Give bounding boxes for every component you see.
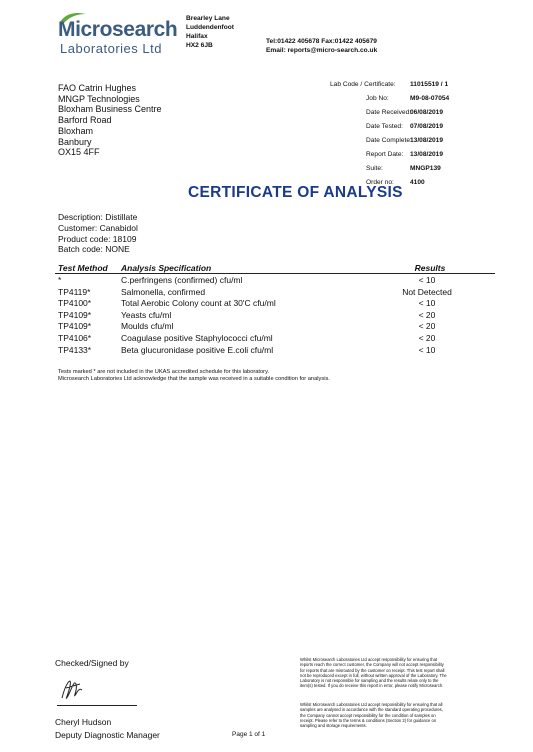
table-row bbox=[55, 274, 495, 286]
lab-contact bbox=[266, 37, 377, 55]
disclaimer-reports bbox=[300, 657, 498, 689]
product-code-line: Product code: 18109 bbox=[58, 233, 137, 244]
analysis-spec: Beta glucuronidase positive E.coli cfu/ml bbox=[121, 344, 274, 355]
client-line: FAO Catrin Hughes bbox=[58, 83, 137, 93]
meta-label: Suite: bbox=[366, 165, 383, 172]
ukas-note: Tests marked * are not included in the UKAS accredited schedule for this laboratory. bbox=[58, 369, 270, 375]
test-method: TP4100* bbox=[58, 298, 92, 309]
table-row bbox=[55, 286, 495, 298]
meta-value: 4100 bbox=[410, 179, 425, 186]
client-address bbox=[58, 83, 162, 158]
header-results: Results bbox=[414, 263, 446, 273]
client-line: OX15 4FF bbox=[58, 147, 100, 158]
meta-value: M9-08-07054 bbox=[410, 95, 450, 102]
client-line: Bloxham Business Centre bbox=[58, 104, 162, 115]
email: Email: reports@micro-search.co.uk bbox=[266, 47, 378, 54]
result-value: < 20 bbox=[418, 309, 436, 320]
meta-label: Date Complete: bbox=[366, 137, 412, 144]
test-method: * bbox=[58, 275, 62, 285]
signer-title: Deputy Diagnostic Manager bbox=[55, 730, 160, 740]
checked-signed-label: Checked/Signed by bbox=[55, 658, 129, 668]
test-method: TP4119* bbox=[58, 286, 91, 297]
disclaimer-line: Laboratory is not responsible for sampling and the results relate only to the bbox=[300, 678, 439, 683]
meta-value: 07/08/2019 bbox=[410, 123, 444, 130]
result-value: < 20 bbox=[418, 332, 436, 343]
phone-fax: Tel:01422 405678 Fax:01422 405679 bbox=[266, 38, 377, 45]
test-method: TP4133* bbox=[58, 344, 92, 355]
lab-address bbox=[186, 14, 234, 50]
meta-label: Order no: bbox=[366, 179, 394, 186]
address-line: Halifax bbox=[186, 33, 208, 40]
address-line: Brearley Lane bbox=[186, 15, 230, 22]
result-value: < 10 bbox=[418, 298, 436, 309]
meta-row bbox=[320, 95, 500, 109]
signature-icon bbox=[58, 672, 88, 704]
disclaimer-line: Whilst Microsearch Laboratories Ltd accept responsibility for ensuring that all bbox=[300, 702, 443, 707]
result-value: Not Detected bbox=[402, 286, 452, 297]
sample-description bbox=[58, 212, 138, 255]
client-line: MNGP Technologies bbox=[58, 93, 140, 104]
header-test-method: Test Method bbox=[58, 263, 108, 273]
signature-line bbox=[57, 705, 137, 706]
result-value: < 10 bbox=[418, 275, 436, 285]
client-line: Banbury bbox=[58, 136, 92, 147]
table-row bbox=[55, 320, 495, 332]
customer-line: Customer: Canabidol bbox=[58, 222, 138, 233]
header-analysis-spec: Analysis Specification bbox=[121, 263, 212, 273]
table-row bbox=[55, 332, 495, 344]
address-line: Luddendenfoot bbox=[186, 24, 234, 31]
test-method: TP4109* bbox=[58, 321, 92, 332]
meta-label: Date Received: bbox=[366, 109, 412, 116]
result-value: < 20 bbox=[418, 321, 436, 332]
logo-subtitle: Laboratories Ltd bbox=[60, 41, 162, 56]
table-row bbox=[55, 297, 495, 309]
disclaimer-line: reports reach the correct customer, the Company will not accept responsibility bbox=[300, 662, 444, 668]
meta-value: MNGP139 bbox=[410, 165, 441, 172]
analysis-spec: Total Aerobic Colony count at 30'C cfu/ml bbox=[121, 298, 276, 309]
description-line: Description: Distillate bbox=[58, 212, 138, 222]
disclaimer-line: Whilst Microsearch Laboratories Ltd accept responsibility for ensuring that bbox=[300, 657, 438, 662]
analysis-spec: Salmonella, confirmed bbox=[121, 286, 206, 297]
disclaimer-line: not be reproduced except in full, without written approval of the Laboratory. The bbox=[300, 672, 447, 678]
company-logo bbox=[58, 10, 178, 64]
results-table bbox=[55, 263, 495, 355]
meta-label: Lab Code / Certificate: bbox=[330, 81, 396, 88]
address-line: HX2 6JB bbox=[186, 42, 213, 49]
sample-condition-note: Microsearch Laboratories Ltd acknowledge that the sample was received in a suitable condition for analysis. bbox=[58, 376, 330, 383]
client-line: Bloxham bbox=[58, 125, 94, 136]
meta-value: 13/08/2019 bbox=[410, 137, 444, 144]
meta-label: Job No: bbox=[366, 95, 389, 102]
table-row bbox=[55, 309, 495, 321]
meta-row bbox=[320, 109, 500, 123]
meta-value: 11015519 / 1 bbox=[410, 81, 449, 88]
disclaimer-line: samples are analysed in accordance with the standard operating procedures, bbox=[300, 707, 443, 713]
disclaimer-samples bbox=[300, 702, 498, 728]
logo-name: Microsearch bbox=[58, 18, 178, 41]
certificate-meta bbox=[320, 81, 500, 193]
disclaimer-line: the Company cannot accept responsibility for the condition of samples on bbox=[300, 712, 436, 718]
meta-row bbox=[320, 81, 500, 95]
client-line: Barford Road bbox=[58, 115, 112, 126]
disclaimer-line: sampling and storage requirements. bbox=[300, 723, 367, 728]
result-value: < 10 bbox=[418, 344, 436, 355]
meta-row bbox=[320, 151, 500, 165]
results-notes bbox=[58, 369, 330, 383]
meta-label: Report Date: bbox=[366, 151, 404, 158]
disclaimer-line: item(s) tested. If you do receive this report in error, please notify Microsearch. bbox=[300, 683, 444, 689]
meta-value: 13/08/2019 bbox=[410, 151, 444, 158]
page-number: Page 1 of 1 bbox=[232, 731, 266, 738]
analysis-spec: Moulds cfu/ml bbox=[121, 321, 174, 332]
analysis-spec: Coagulase positive Staphylococci cfu/ml bbox=[121, 332, 273, 343]
document-title: CERTIFICATE OF ANALYSIS bbox=[188, 184, 403, 201]
disclaimer-line: receipt. Please refer to the terms & conditions (Section 2) for guidance on bbox=[300, 717, 437, 723]
signer-block bbox=[55, 716, 160, 742]
meta-row bbox=[320, 165, 500, 179]
meta-value: 06/08/2019 bbox=[410, 109, 444, 116]
meta-row bbox=[320, 123, 500, 137]
signer-name: Cheryl Hudson bbox=[55, 717, 112, 727]
analysis-spec: Yeasts cfu/ml bbox=[121, 309, 172, 320]
batch-code-line: Batch code: NONE bbox=[58, 244, 130, 255]
test-method: TP4109* bbox=[58, 309, 92, 320]
results-header bbox=[55, 263, 495, 274]
test-method: TP4106* bbox=[58, 332, 92, 343]
analysis-spec: C.perfringens (confirmed) cfu/ml bbox=[121, 275, 243, 285]
meta-row bbox=[320, 137, 500, 151]
meta-label: Date Tested: bbox=[366, 123, 403, 130]
disclaimer-line: for reports that are misrouted by the customer on receipt. This test report shall bbox=[300, 667, 445, 673]
table-row bbox=[55, 344, 495, 356]
